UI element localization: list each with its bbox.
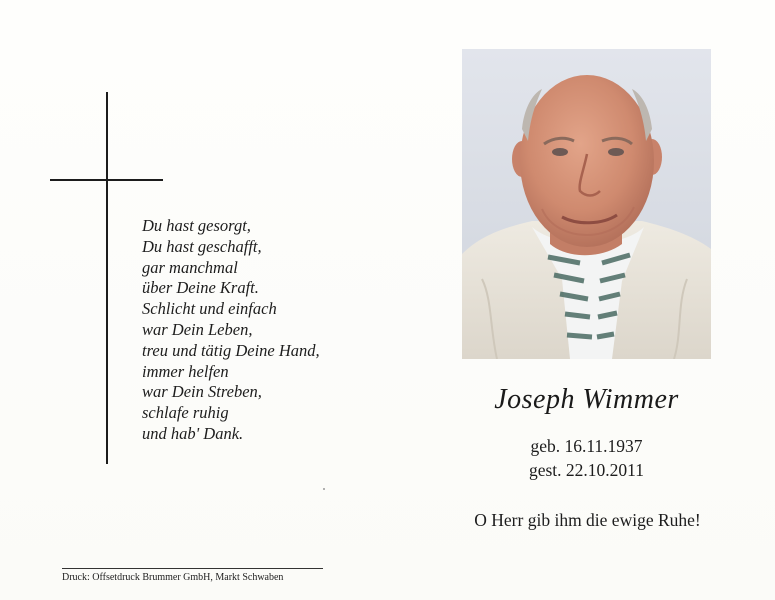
poem-line: schlafe ruhig [142, 403, 229, 423]
poem-line: war Dein Streben, [142, 382, 262, 402]
poem-line: treu und tätig Deine Hand, [142, 340, 320, 360]
poem-line: über Deine Kraft. [142, 278, 259, 298]
poem-line: gar manchmal [142, 257, 238, 277]
death-date: gest. 22.10.2011 [528, 460, 645, 480]
deceased-name: Joseph Wimmer [494, 384, 679, 415]
paper-speck [323, 488, 325, 490]
poem-line: Du hast gesorgt, [142, 216, 251, 235]
printer-divider [62, 568, 323, 569]
poem-line: und hab' Dank. [142, 423, 244, 443]
portrait-illustration [462, 49, 711, 359]
poem [142, 216, 402, 445]
cross-horizontal-beam [50, 179, 163, 181]
prayer-line: O Herr gib ihm die ewige Ruhe! [474, 510, 701, 530]
poem-line: Du hast geschafft, [142, 236, 262, 256]
poem-line: Schlicht und einfach [142, 299, 277, 319]
portrait-photo [462, 49, 711, 359]
cross-vertical-beam [106, 92, 108, 464]
birth-date: geb. 16.11.1937 [530, 436, 643, 456]
printer-credit: Druck: Offsetdruck Brummer GmbH, Markt Schwaben [62, 572, 284, 583]
poem-line: war Dein Leben, [142, 319, 253, 339]
life-dates [462, 434, 711, 482]
poem-line: immer helfen [142, 361, 229, 381]
